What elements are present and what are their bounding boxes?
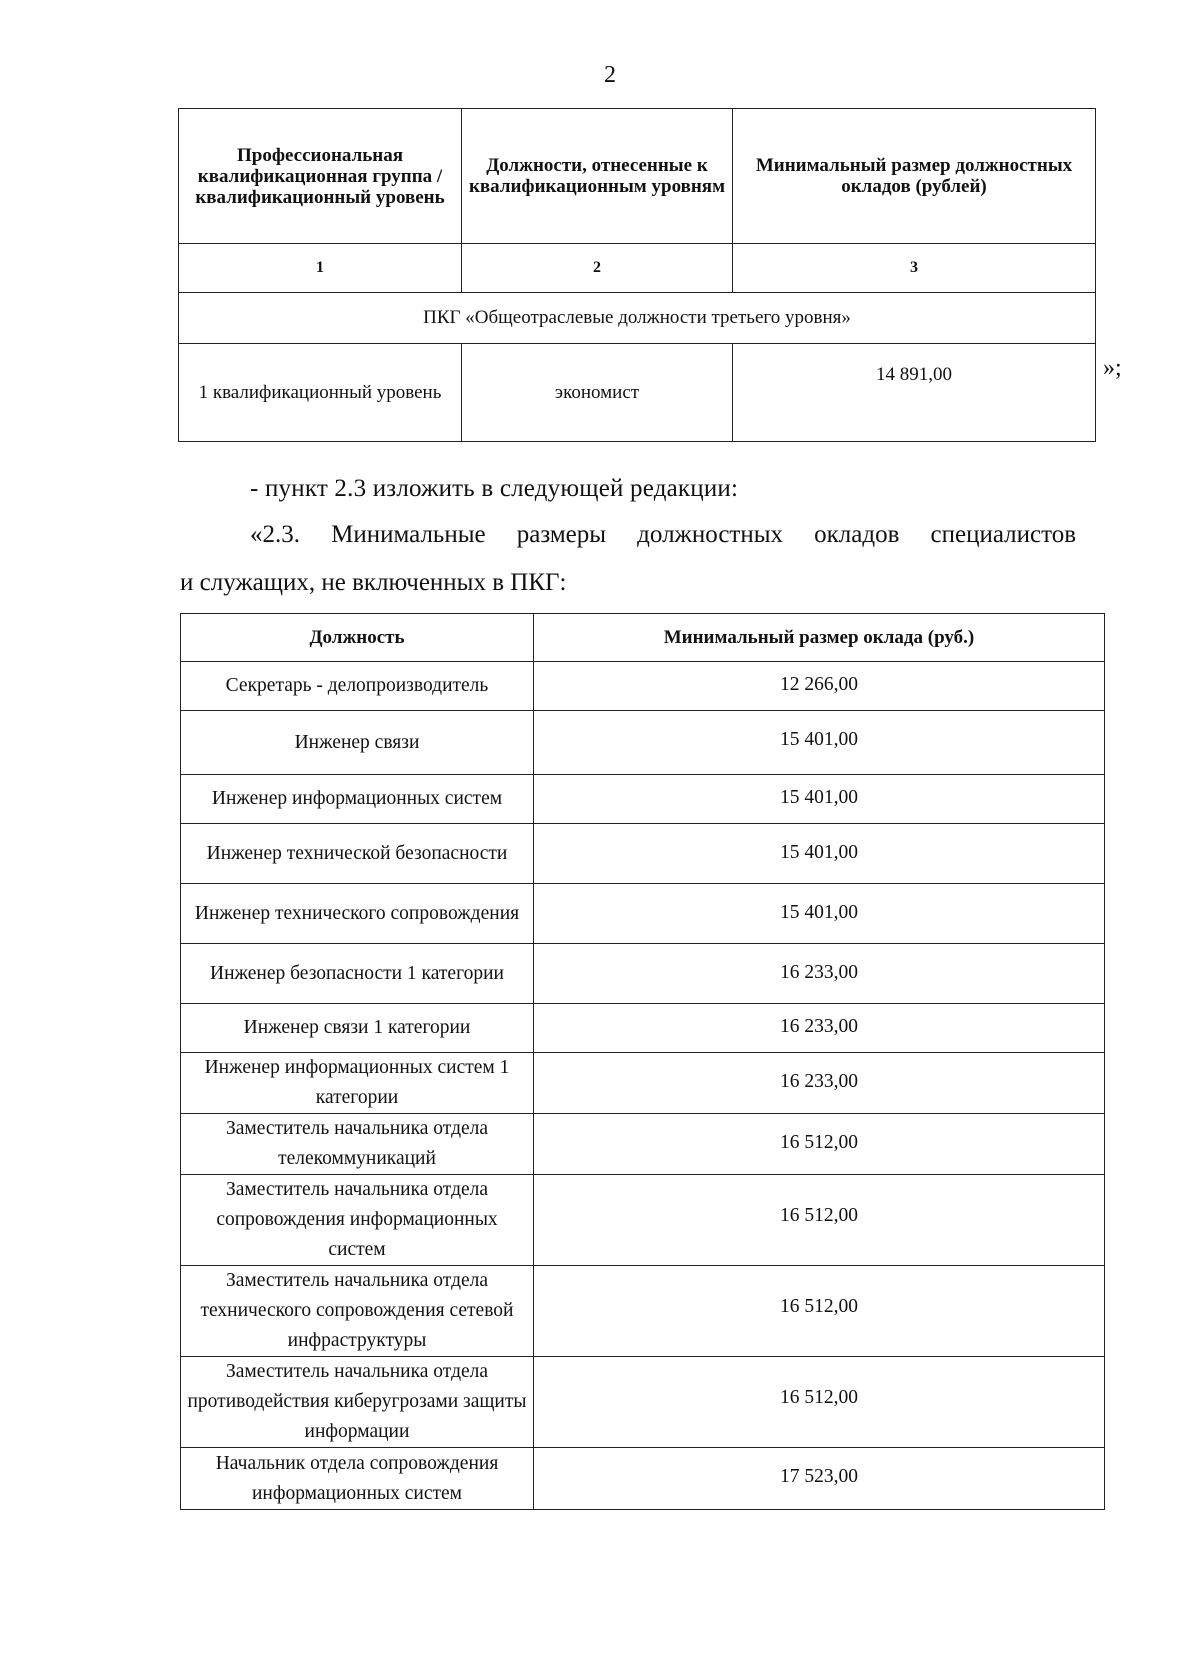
table-row	[181, 1448, 1105, 1510]
table-header-row	[179, 109, 1096, 244]
position-cell: Инженер информационных систем	[181, 775, 534, 824]
position-cell: Начальник отдела сопровождения информационных систем	[181, 1448, 534, 1510]
header-positions: Должности, отнесенные к квалификационным уровням	[462, 109, 733, 244]
salary-cell: 15 401,00	[534, 824, 1105, 884]
table-row	[181, 662, 1105, 711]
salary-table	[180, 613, 1105, 1510]
table-row	[181, 1004, 1105, 1053]
level-cell: 1 квалификационный уровень	[179, 344, 462, 442]
position-cell: Заместитель начальника отдела противодействия киберугрозами защиты информации	[181, 1357, 534, 1448]
table-row	[181, 1114, 1105, 1175]
salary-cell: 16 233,00	[534, 1004, 1105, 1053]
position-cell: Инженер безопасности 1 категории	[181, 944, 534, 1004]
clause-text-line-1: «2.3. Минимальные размеры должностных окладов специалистов	[250, 521, 1076, 548]
position-cell: Секретарь - делопроизводитель	[181, 662, 534, 711]
salary-cell: 16 512,00	[534, 1114, 1105, 1175]
closing-quote: »;	[1103, 355, 1122, 381]
table-header-row	[181, 614, 1105, 662]
table-row	[181, 1266, 1105, 1357]
salary-cell: 16 512,00	[534, 1266, 1105, 1357]
group-title-row	[179, 293, 1096, 344]
position-cell: Инженер информационных систем 1 категории	[181, 1053, 534, 1114]
table-row	[181, 824, 1105, 884]
salary-cell: 16 233,00	[534, 1053, 1105, 1114]
salary-cell: 15 401,00	[534, 711, 1105, 775]
salary-cell: 16 233,00	[534, 944, 1105, 1004]
salary-cell: 16 512,00	[534, 1175, 1105, 1266]
column-number: 1	[179, 244, 462, 293]
position-cell: Инженер связи	[181, 711, 534, 775]
salary-cell: 14 891,00	[733, 344, 1096, 442]
position-cell: Заместитель начальника отдела сопровождения информационных систем	[181, 1175, 534, 1266]
column-number: 2	[462, 244, 733, 293]
position-cell: Заместитель начальника отдела телекоммуникаций	[181, 1114, 534, 1175]
group-title: ПКГ «Общеотраслевые должности третьего уровня»	[179, 293, 1096, 344]
header-min-salary: Минимальный размер оклада (руб.)	[534, 614, 1105, 662]
column-number: 3	[733, 244, 1096, 293]
column-number-row	[179, 244, 1096, 293]
header-group-level: Профессиональная квалификационная группа / квалификационный уровень	[179, 109, 462, 244]
position-cell: Инженер связи 1 категории	[181, 1004, 534, 1053]
table-row	[181, 1357, 1105, 1448]
table-row	[181, 944, 1105, 1004]
salary-cell: 17 523,00	[534, 1448, 1105, 1510]
position-cell: Заместитель начальника отдела технического сопровождения сетевой инфраструктуры	[181, 1266, 534, 1357]
header-min-salary: Минимальный размер должностных окладов (рублей)	[733, 109, 1096, 244]
table-row	[181, 775, 1105, 824]
salary-cell: 16 512,00	[534, 1357, 1105, 1448]
salary-cell: 15 401,00	[534, 884, 1105, 944]
position-cell: Инженер технической безопасности	[181, 824, 534, 884]
position-cell: Инженер технического сопровождения	[181, 884, 534, 944]
pkg-table	[178, 108, 1096, 442]
table-row	[179, 344, 1096, 442]
table-row	[181, 711, 1105, 775]
table-row	[181, 1053, 1105, 1114]
amendment-item: - пункт 2.3 изложить в следующей редакции:	[250, 475, 739, 502]
salary-cell: 15 401,00	[534, 775, 1105, 824]
table-row	[181, 884, 1105, 944]
table-row	[181, 1175, 1105, 1266]
header-position: Должность	[181, 614, 534, 662]
salary-cell: 12 266,00	[534, 662, 1105, 711]
position-cell: экономист	[462, 344, 733, 442]
clause-text-line-2: и служащих, не включенных в ПКГ:	[180, 569, 567, 596]
page-number: 2	[604, 62, 616, 88]
